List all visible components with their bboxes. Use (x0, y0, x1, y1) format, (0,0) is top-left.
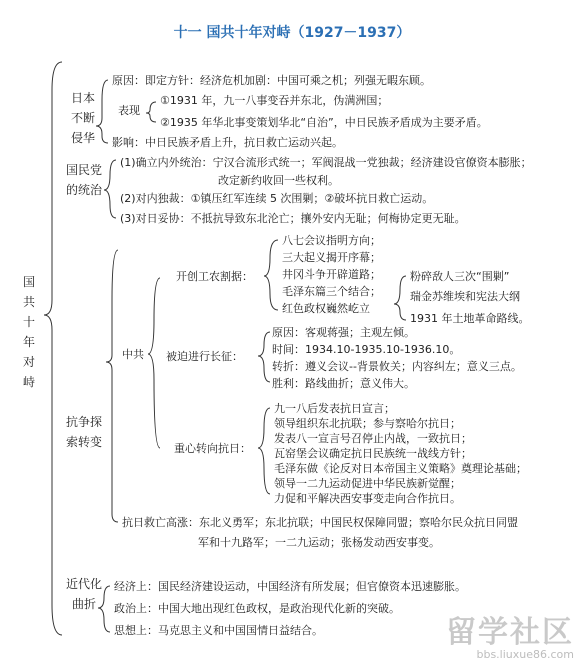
kmt-item-1: (1)确立内外统治：宁汉合流形式统一；军阀混战一党独裁；经济建设官僚资本膨胀； (120, 156, 532, 169)
hongse-sub-1: 粉碎敌人三次“围剿” (410, 270, 510, 283)
kmt-brace (104, 160, 116, 218)
changzheng-brace (258, 332, 270, 382)
zhongxin-label: 重心转向抗日： (174, 442, 251, 455)
japan-event-1: ①1931 年，九一八事变吞并东北，伪满洲国； (160, 94, 389, 107)
zhonggong-label: 中共 (122, 348, 144, 361)
zhongxin-item-3: 发表八一宣言号召停止内战，一致抗日； (274, 432, 472, 445)
watermark (446, 617, 574, 661)
kaichuang-item-1: 八七会议指明方向； (282, 234, 381, 247)
war-label: 抗争探索转变 (66, 415, 103, 449)
changzheng-item-1: 原因：客观蒋强；主观左倾。 (272, 326, 415, 339)
kaichuang-item-3: 井冈斗争开辟道路； (282, 268, 381, 281)
kaichuang-item-2: 三大起义揭开序幕； (282, 251, 381, 264)
war-brace (106, 250, 118, 522)
biaoxian-brace (146, 102, 156, 122)
kmt-item-3: (3)对日妥协：不抵抗导致东北沦亡；攘外安内无耻；何梅协定更无耻。 (120, 212, 466, 225)
kaichuang-item-4: 毛泽东篇三个结合； (282, 285, 381, 298)
modern-politics: 政治上：中国大地出现红色政权，是政治现代化新的突破。 (114, 602, 400, 615)
kmt-label: 国民党的统治 (66, 163, 103, 197)
gaochao-line-1: 抗日救亡高涨：东北义勇军；东北抗联；中国民权保障同盟；察哈尔民众抗日同盟 (122, 516, 518, 529)
zhongxin-item-6: 领导一二九运动促进中华民族新觉醒； (274, 477, 461, 490)
japan-biaoxian-label: 表现 (118, 104, 140, 117)
changzheng-label: 被迫进行长征： (166, 350, 243, 363)
hongse-brace (394, 276, 406, 320)
zhongxin-item-5: 毛泽东做《论反对日本帝国主义策略》奠理论基础； (274, 462, 527, 475)
kaichuang-brace (264, 240, 278, 310)
modern-thought: 思想上：马克思主义和中国国情日益结合。 (114, 624, 323, 637)
japan-label: 日本不断侵华 (70, 91, 95, 145)
watermark-logo: 留学社区 (446, 615, 574, 650)
gaochao-line-2: 军和十九路军；一二九运动；张杨发动西安事变。 (198, 536, 440, 549)
kaichuang-label: 开创工农割据： (176, 270, 253, 283)
japan-event-2: ②1935 年华北事变策划华北“自治”，中日民族矛盾成为主要矛盾。 (160, 116, 488, 129)
changzheng-item-3: 转折：遵义会议--背景攸关；内容纠左；意义三点。 (272, 360, 522, 373)
zhongxin-item-4: 瓦窑堡会议确定抗日民族统一战线方针； (274, 447, 472, 460)
root-brace (44, 62, 62, 635)
changzheng-item-4: 胜利：路线曲折；意义伟大。 (272, 377, 415, 390)
changzheng-item-2: 时间：1934.10-1935.10-1936.10。 (272, 343, 461, 356)
zhongxin-item-1: 九一八后发表抗日宣言； (274, 402, 395, 415)
japan-impact: 影响：中日民族矛盾上升，抗日救亡运动兴起。 (112, 136, 343, 149)
zhongxin-brace (258, 408, 270, 494)
kmt-item-2: (2)对内独裁：①镇压红军连续 5 次围剿；②破坏抗日救亡运动。 (120, 192, 434, 205)
zhonggong-brace (148, 278, 160, 448)
hongse-sub-2: 瑞金苏维埃和宪法大纲 (410, 290, 520, 303)
zhongxin-item-2: 领导组织东北抗联；参与察哈尔抗日； (274, 417, 461, 430)
page-title: 十一 国共十年对峙（1927－1937） (173, 25, 411, 41)
zhongxin-item-7: 力促和平解决西安事变走向合作抗日。 (274, 492, 461, 505)
modern-econ: 经济上：国民经济建设运动，中国经济有所发展；但官僚资本迅速膨胀。 (114, 580, 466, 593)
hongse-sub-3: 1931 年土地革命路线。 (410, 312, 530, 325)
modern-label: 近代化曲折 (66, 577, 103, 611)
root-label: 国共十年对峙 (22, 275, 35, 389)
kaichuang-item-5: 红色政权巍然屹立 (282, 302, 370, 315)
watermark-url: bbs.liuxue86.com (476, 648, 574, 661)
japan-cause: 原因：即定方针：经济危机加剧：中国可乘之机；列强无暇东顾。 (112, 74, 431, 87)
kmt-item-1b: 改定新约收回一些权利。 (218, 174, 339, 187)
